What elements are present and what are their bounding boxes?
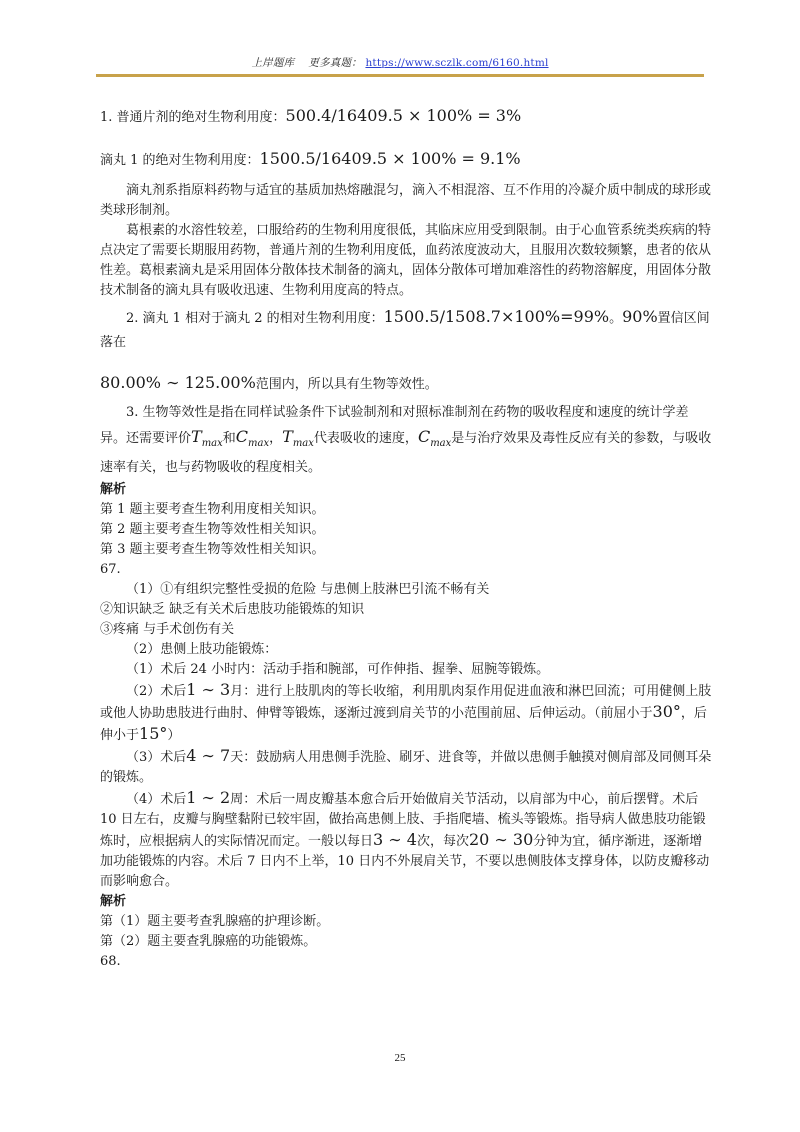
var-cmax: [417, 427, 452, 450]
var-tmax: [191, 427, 223, 450]
analysis-67-line-1: 第（1）题主要考查乳腺癌的护理诊断。: [100, 914, 330, 930]
formula-pill: 1500.5/16409.5 × 100% = 9.1%: [259, 149, 521, 168]
analysis-line-3: 第 3 题主要考查生物等效性相关知识。: [100, 542, 325, 558]
header-divider: [96, 74, 704, 77]
question-67-number: 67.: [100, 562, 121, 578]
var-sub: max: [248, 438, 270, 450]
formula-days: 4 ∼ 7: [186, 746, 231, 766]
analysis-line-2: 第 2 题主要考查生物等效性相关知识。: [100, 522, 325, 538]
page-number: 25: [394, 1052, 406, 1064]
text-span: ，: [269, 431, 283, 446]
text-span: ，后伸小于: [100, 706, 707, 744]
q67-item-3: ③疼痛 与手术创伤有关: [100, 622, 235, 638]
q67-item-6: [100, 680, 712, 746]
formula-tablet: 500.4/16409.5 × 100% = 3%: [285, 106, 522, 125]
header-more-label: 更多真题：: [308, 57, 362, 69]
answer-bioequivalence: [100, 401, 712, 480]
formula-weeks: 1 ∼ 2: [186, 788, 231, 808]
answer-relative-bioavailability: [100, 305, 712, 355]
text-span: 1. 普通片剂的绝对生物利用度：: [100, 110, 286, 125]
var-sub: max: [292, 438, 314, 450]
formula-range: 80.00% ∼ 125.00%: [100, 373, 256, 392]
var-tmax: [282, 427, 314, 450]
var-letter: T: [191, 427, 202, 446]
answer-range: [100, 371, 712, 397]
analysis-67-line-2: 第（2）题主要查乳腺癌的功能锻炼。: [100, 934, 317, 950]
answer-absolute-bioavailability-tablet: [100, 106, 712, 128]
text-span: 周：术后一周皮瓣基本愈合后开始做肩关节活动，以肩部为中心，前后摆臂。术后 10 日左右，皮瓣与胸壁黏附已较牢固，做抬高患侧上肢、手指爬墙、梳头等锻炼。指导病人做患肢功能锻炼时，应根据病人的实际情况而定。一般以每日: [100, 792, 706, 850]
text-span: （2）术后: [126, 684, 187, 700]
page-header: [100, 56, 700, 70]
text-span: 。: [609, 311, 623, 326]
text-span: 是与治疗效果及毒性反应有关的参数，与吸收速率有关，也与药物吸收的程度相关。: [100, 431, 712, 476]
text-span: 置信区间落在: [100, 311, 710, 350]
text-span: （3）术后: [126, 750, 187, 766]
analysis-line-1: 第 1 题主要考查生物利用度相关知识。: [100, 502, 325, 518]
formula-angle-15: 15°: [139, 724, 168, 744]
q67-item-4: （2）患侧上肢功能锻炼：: [126, 642, 278, 658]
formula-times: 3 ∼ 4: [373, 830, 417, 850]
analysis-heading-2: 解析: [100, 894, 127, 910]
formula-relative: 1500.5/1508.7×100%=99%: [383, 307, 610, 326]
formula-confidence: 90%: [622, 307, 658, 326]
text-span: 天：鼓励病人用患侧手洗脸、刷牙、进食等，并做以患侧手触摸对侧肩部及同侧耳朵的锻炼。: [100, 750, 712, 786]
q67-item-1: （1）①有组织完整性受损的危险 与患侧上肢淋巴引流不畅有关: [126, 582, 490, 598]
text-span: （4）术后: [126, 792, 187, 808]
formula-months: 1 ∼ 3: [186, 680, 231, 700]
var-sub: max: [201, 438, 223, 450]
header-url-link[interactable]: https://www.sczlk.com/6160.html: [365, 57, 549, 69]
main-content: [100, 100, 712, 972]
q67-item-2: ②知识缺乏 缺乏有关术后患肢功能锻炼的知识: [100, 602, 365, 618]
text-span: 月：进行上肢肌肉的等长收缩，利用肌肉泵作用促进血液和淋巴回流；可用健侧上肢或他人协助患肢进行曲肘、伸臂等锻炼，逐渐过渡到肩关节的小范围前屈、后伸运动。（前屈小于: [100, 684, 712, 722]
var-letter: C: [235, 427, 249, 446]
header-bank-label: 上岸题库: [251, 57, 295, 69]
text-span: 2. 滴丸 1 相对于滴丸 2 的相对生物利用度：: [126, 311, 384, 326]
question-68-number: 68.: [100, 954, 121, 970]
analysis-heading: 解析: [100, 482, 127, 498]
q67-item-8: [100, 788, 712, 892]
var-letter: T: [282, 427, 293, 446]
var-cmax: [235, 427, 270, 450]
text-span: 次，每次: [416, 834, 469, 850]
var-letter: C: [417, 427, 431, 446]
text-span: 代表吸收的速度，: [313, 431, 418, 446]
text-span: ）: [167, 728, 181, 744]
paragraph-puerarin: 葛根素的水溶性较差，口服给药的生物利用度很低，其临床应用受到限制。由于心血管系统类疾病的特点决定了需要长期服用药物，普通片剂的生物利用度低，血药浓度波动大，且服用次数较频繁，患者的依从性差。葛根素滴丸是采用固体分散体技术制备的滴丸，固体分散体可增加难溶性的药物溶解度，用固体分散技术制备的滴丸具有吸收迅速、生物利用度高的特点。: [100, 223, 712, 298]
var-sub: max: [430, 438, 452, 450]
q67-item-7: [100, 746, 712, 788]
formula-minutes: 20 ∼ 30: [468, 830, 534, 850]
text-span: 分钟为宜，循序渐进，逐渐增加功能锻炼的内容。术后 7 日内不上举，10 日内不外展肩关节，不要以患侧肢体支撑身体，以防皮瓣移动而影响愈合。: [100, 834, 710, 890]
formula-angle-30: 30°: [652, 702, 681, 722]
paragraph-dropping-pill: 滴丸剂系指原料药物与适宜的基质加热熔融混匀，滴入不相混溶、互不作用的冷凝介质中制成的球形或类球形制剂。: [100, 183, 712, 218]
q67-item-5: （1）术后 24 小时内：活动手指和腕部，可作伸指、握拳、屈腕等锻炼。: [126, 662, 550, 678]
text-span: 滴丸 1 的绝对生物利用度：: [100, 153, 260, 168]
text-span: 范围内，所以具有生物等效性。: [255, 377, 438, 392]
text-span: 和: [222, 431, 236, 446]
text-span: 3. 生物等效性是指在同样试验条件下试验制剂和对照标准制剂在药物的吸收程度和速度的统计学差异。还需要评价: [100, 405, 689, 446]
answer-absolute-bioavailability-pill: [100, 149, 712, 171]
